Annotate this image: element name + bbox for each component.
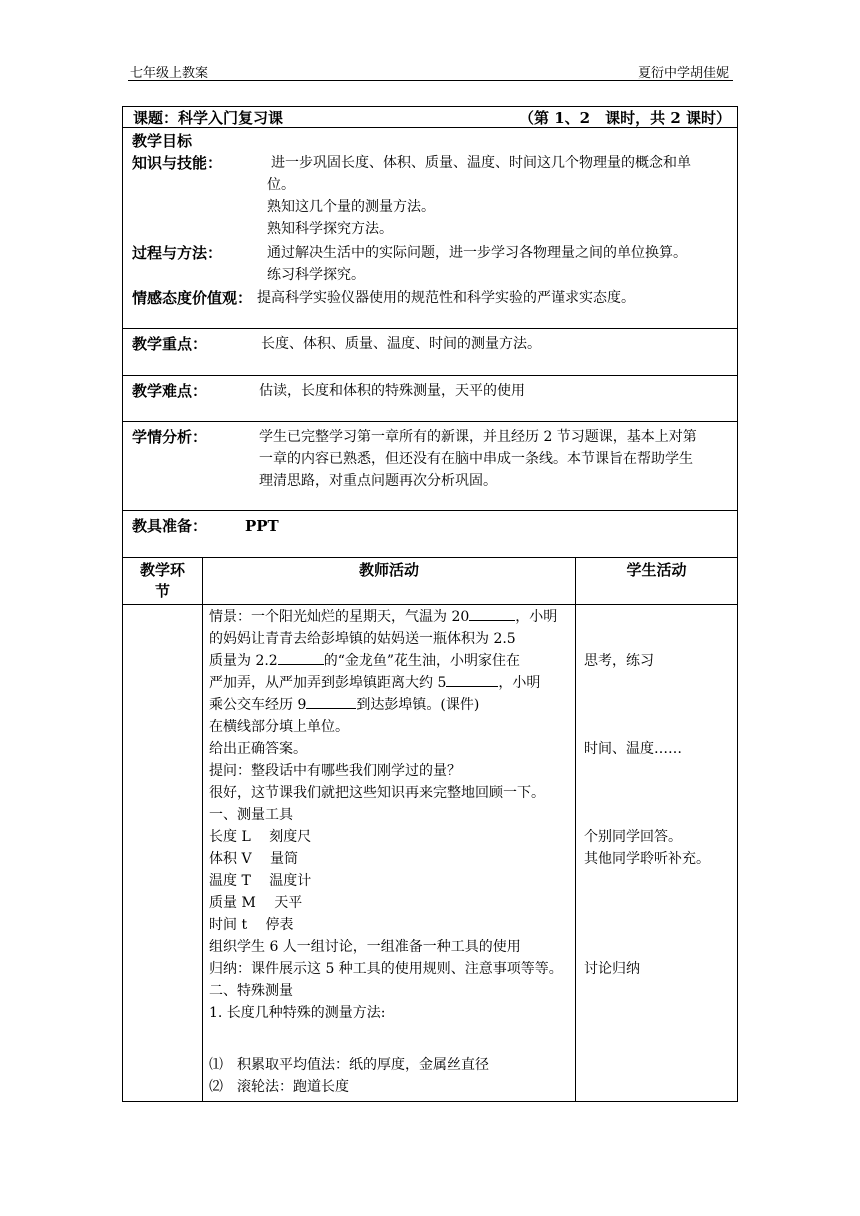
difficulties-section [122, 376, 738, 422]
teacher-line-8: 提问：整段话中有哪些我们刚学过的量？ [209, 763, 461, 779]
objectives-heading: 教学目标 [132, 132, 193, 150]
student-line-3: 个别同学回答。 [584, 829, 682, 845]
teacher-line-1b: ，小明 [515, 609, 558, 625]
teacher-line-14: 质量 M 天平 [209, 895, 303, 911]
teacher-line-5a: 乘公交车经历 9 [209, 697, 307, 713]
teacher-line-12: 体积 V 量筒 [209, 851, 299, 867]
student-line-5: 讨论归纳 [584, 961, 640, 977]
student-line-4: 其他同学聆听补充。 [584, 851, 710, 867]
tools-section [122, 511, 738, 558]
key-points-section [122, 329, 738, 376]
col-stage-header-line2: 节 [154, 582, 170, 600]
col-teacher-header-label: 教师活动 [358, 561, 419, 579]
teacher-line-5b: 到达彭埠镇。(课件) [356, 697, 480, 713]
teacher-line-10: 一、测量工具 [209, 807, 293, 823]
difficulties-text: 估读，长度和体积的特殊测量，天平的使用 [259, 383, 525, 399]
teacher-line-16: 组织学生 6 人一组讨论，一组准备一种工具的使用 [209, 939, 521, 955]
header-left: 七年级上教案 [130, 66, 209, 81]
key-points-text: 长度、体积、质量、温度、时间的测量方法。 [261, 336, 541, 352]
teacher-line-2: 的妈妈让青青去给彭埠镇的姑妈送一瓶体积为 2.5 [209, 631, 516, 647]
blank-mass-unit [278, 650, 324, 665]
difficulties-label: 教学难点： [132, 382, 208, 400]
knowledge-line-4: 熟知科学探究方法。 [267, 221, 393, 237]
key-points-label: 教学重点： [132, 335, 208, 353]
col-teacher-header [203, 558, 576, 604]
teacher-line-5 [209, 694, 479, 716]
knowledge-line-3: 熟知这几个量的测量方法。 [267, 199, 435, 215]
teacher-line-6: 在横线部分填上单位。 [209, 719, 349, 735]
student-line-2: 时间、温度…… [584, 741, 682, 757]
objectives-section [122, 128, 738, 329]
tools-label: 教具准备： [132, 517, 208, 535]
col-student-header [576, 558, 737, 604]
teacher-line-4a: 严加弄，从严加弄到彭埠镇距离大约 5 [209, 675, 447, 691]
blank-time-unit [306, 694, 356, 709]
teacher-line-4 [209, 672, 540, 694]
teacher-line-11: 长度 L 刻度尺 [209, 829, 312, 845]
teacher-line-21: ⑵ 滚轮法：跑道长度 [209, 1079, 349, 1095]
process-line-2: 练习科学探究。 [267, 267, 365, 283]
teacher-line-13: 温度 T 温度计 [209, 873, 312, 889]
emotion-text: 提高科学实验仪器使用的规范性和科学实验的严谨求实态度。 [257, 290, 635, 306]
blank-temperature-unit [469, 606, 515, 621]
teacher-line-1a: 情景：一个阳光灿烂的星期天，气温为 20 [209, 609, 470, 625]
teacher-line-1 [209, 606, 557, 628]
title-row [122, 106, 738, 128]
teacher-activity-cell [203, 605, 576, 1101]
analysis-line-1: 学生已完整学习第一章所有的新课，并且经历 2 节习题课，基本上对第 [259, 429, 697, 445]
teacher-line-9: 很好，这节课我们就把这些知识再来完整地回顾一下。 [209, 785, 545, 801]
teacher-line-4b: ，小明 [498, 675, 541, 691]
emotion-label: 情感态度价值观： [132, 289, 253, 307]
teacher-line-17: 归纳：课件展示这 5 种工具的使用规则、注意事项等等。 [209, 961, 563, 977]
teacher-line-20: ⑴ 积累取平均值法：纸的厚度，金属丝直径 [209, 1057, 489, 1073]
knowledge-label: 知识与技能： [132, 154, 223, 172]
teacher-line-3a: 质量为 2.2 [209, 653, 278, 669]
col-stage-header [123, 558, 203, 604]
student-activity-cell [576, 605, 737, 1101]
teacher-line-15: 时间 t 停表 [209, 917, 294, 933]
analysis-section [122, 422, 738, 511]
lesson-title: 课题：科学入门复习课 [133, 109, 284, 127]
blank-distance-unit [446, 672, 498, 687]
teacher-line-18: 二、特殊测量 [209, 983, 293, 999]
knowledge-line-1: 进一步巩固长度、体积、质量、温度、时间这几个物理量的概念和单 [271, 155, 691, 171]
stage-cell [123, 605, 203, 1101]
header-right: 夏衍中学胡佳妮 [637, 66, 729, 81]
tools-text: PPT [245, 517, 279, 535]
knowledge-line-2: 位。 [267, 177, 295, 193]
teacher-line-19: 1. 长度几种特殊的测量方法: [209, 1005, 386, 1021]
col-student-header-label: 学生活动 [626, 561, 687, 579]
student-line-1: 思考，练习 [584, 653, 654, 669]
col-stage-header-line1: 教学环 [139, 561, 185, 579]
activity-table-body [122, 605, 738, 1102]
lesson-period: （第 1、2 课时，共 2 课时） [519, 109, 731, 127]
teacher-line-3 [209, 650, 520, 672]
analysis-label: 学情分析： [132, 428, 208, 446]
analysis-line-2: 一章的内容已熟悉，但还没有在脑中串成一条线。本节课旨在帮助学生 [259, 451, 693, 467]
process-label: 过程与方法： [132, 244, 223, 262]
process-line-1: 通过解决生活中的实际问题，进一步学习各物理量之间的单位换算。 [267, 245, 687, 261]
teacher-line-3b: 的“金龙鱼”花生油，小明家住在 [323, 653, 521, 669]
page-header [128, 60, 733, 81]
activity-table-header [122, 558, 738, 605]
teacher-line-7: 给出正确答案。 [209, 741, 307, 757]
analysis-line-3: 理清思路，对重点问题再次分析巩固。 [259, 473, 497, 489]
